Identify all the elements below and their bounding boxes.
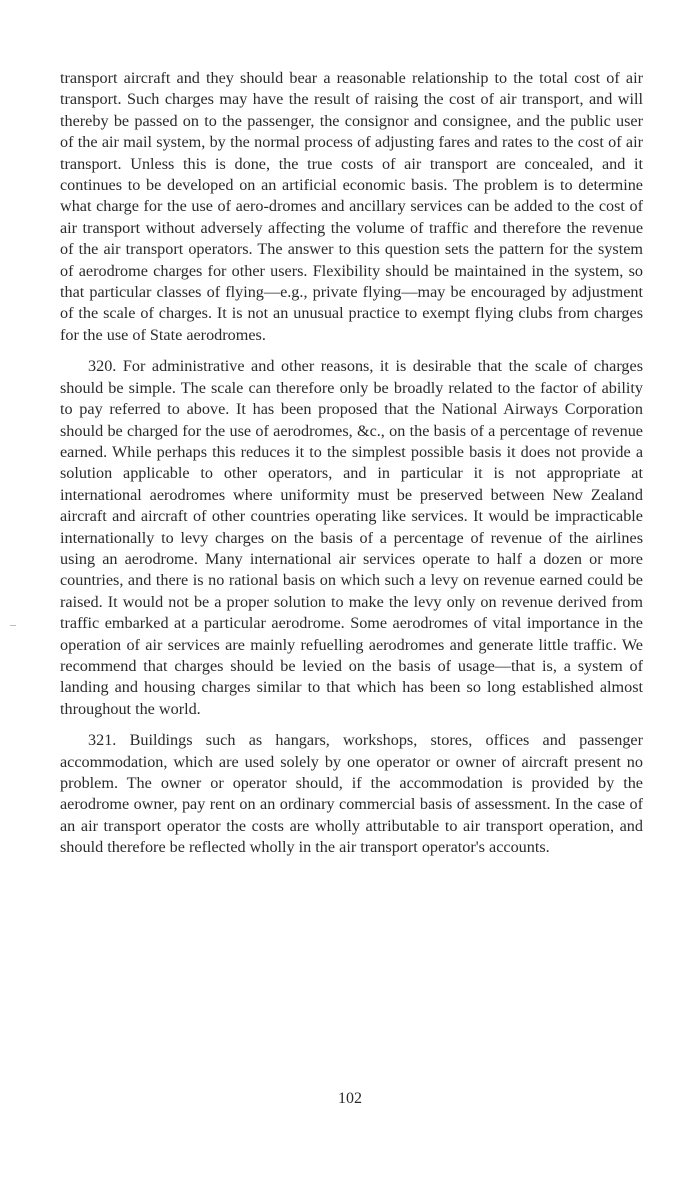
margin-mark <box>10 625 16 626</box>
page-body <box>60 68 643 859</box>
paragraph-320: 320. For administrative and other reasons, it is desirable that the scale of charges should be simple. The scale can therefore only be broadly related to the factor of ability to pay referred to above. It has been proposed that the National Airways Corporation should be charged for the use of aerodromes, &c., on the basis of a percentage of revenue earned. While perhaps this reduces it to the simplest possible basis it does not provide a solution applicable to other operators, and in particular it is not appropriate at international aerodromes where uniformity must be preserved between New Zealand aircraft and aircraft of other countries operating like services. It would be impracticable internationally to levy charges on the basis of a percentage of revenue of the airlines using an aerodrome. Many international air services operate to half a dozen or more countries, and there is no rational basis on which such a levy on revenue earned could be raised. It would not be a proper solution to make the levy only on revenue derived from traffic embarked at a particular aerodrome. Some aerodromes of vital importance in the operation of air services are mainly refuelling aerodromes and generate little traffic. We recommend that charges should be levied on the basis of usage—that is, a system of landing and housing charges similar to that which has been so long established almost throughout the world. <box>60 357 643 718</box>
page-number: 102 <box>338 1090 362 1107</box>
paragraph-continuation: transport aircraft and they should bear a reasonable relationship to the total cost of air transport. Such charges may have the result of raising the cost of air transport, and will thereby be passed on to the passenger, the consignor and consignee, and the public user of the air mail system, by the normal process of adjusting fares and rates to the cost of air transport. Unless this is done, the true costs of air transport are concealed, and it continues to be developed on an artificial economic basis. The problem is to determine what charge for the use of aero-dromes and ancillary services can be added to the cost of air transport without adversely affecting the volume of traffic and therefore the revenue of the air transport operators. The answer to this question sets the pattern for the system of aerodrome charges for other users. Flexibility should be maintained in the system, so that particular classes of flying—e.g., private flying—may be encouraged by adjustment of the scale of charges. It is not an unusual practice to exempt flying clubs from charges for the use of State aerodromes. <box>60 69 643 344</box>
paragraph-321: 321. Buildings such as hangars, workshops, stores, offices and passenger accommodation, which are used solely by one operator or owner of aircraft present no problem. The owner or operator should, if the accommodation is provided by the aerodrome owner, pay rent on an ordinary commercial basis of assessment. In the case of an air transport operator the costs are wholly attributable to air transport operation, and should therefore be reflected wholly in the air transport operator's accounts. <box>60 731 643 857</box>
